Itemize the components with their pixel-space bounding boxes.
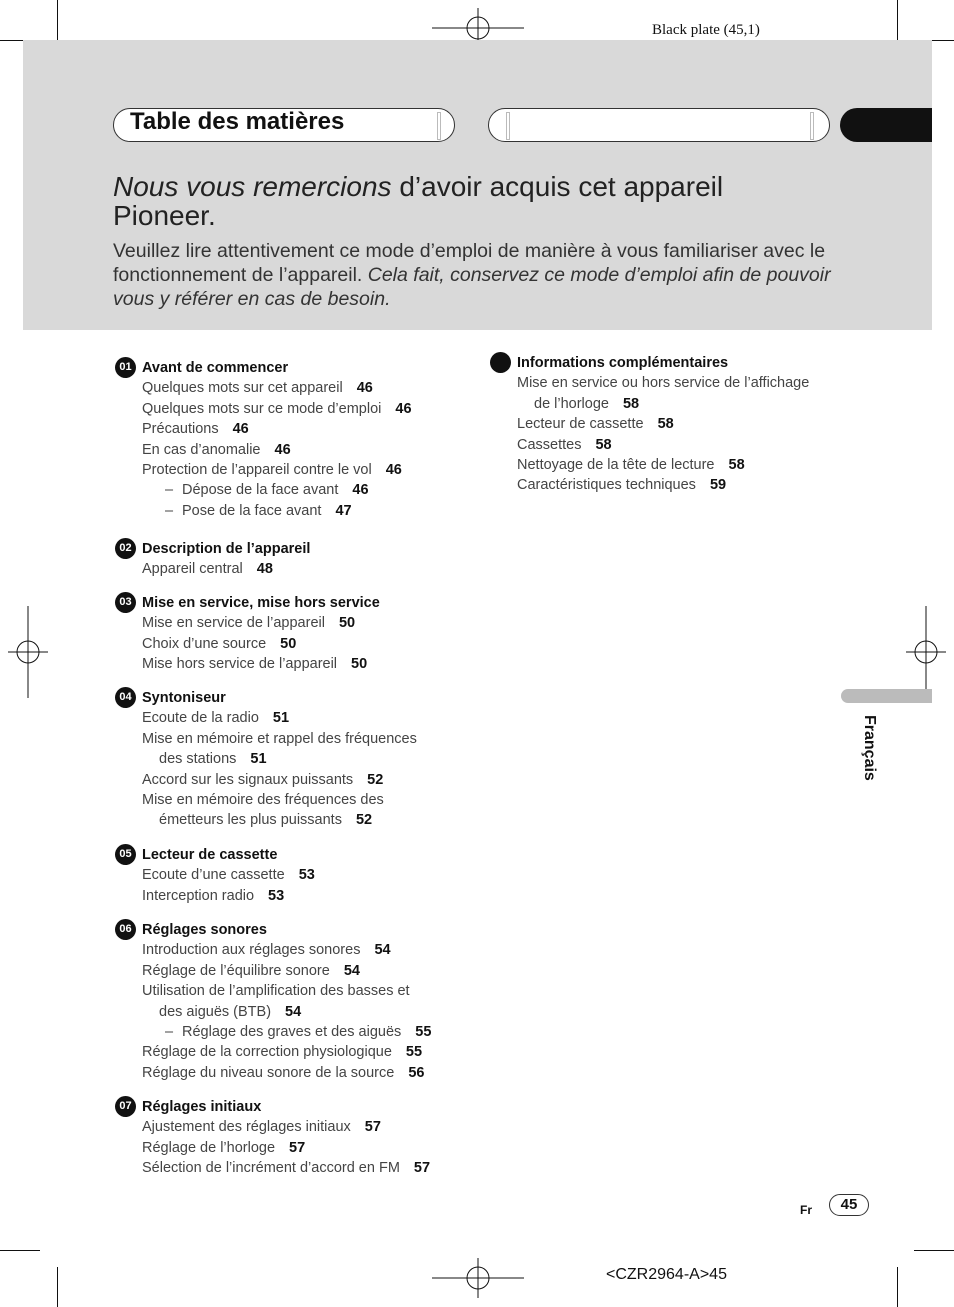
- toc-entry-text: Réglage des graves et des aiguës: [182, 1024, 402, 1041]
- section-number-badge: 05: [115, 844, 136, 865]
- language-tab: [841, 689, 932, 703]
- toc-entry[interactable]: [113, 729, 473, 749]
- toc-entry[interactable]: [113, 1158, 473, 1178]
- toc-entry-text: Mise en service de l’appareil: [142, 615, 325, 632]
- toc-entry-text: Quelques mots sur cet appareil: [142, 380, 343, 397]
- toc-page-number: 51: [272, 710, 290, 727]
- toc-entry-text: Mise hors service de l’appareil: [142, 656, 338, 673]
- toc-page-number: 46: [395, 400, 412, 417]
- toc-entry[interactable]: [113, 961, 473, 981]
- toc-entry-text: Caractéristiques techniques: [517, 477, 696, 494]
- toc-page-number: 48: [256, 561, 273, 578]
- toc-entry[interactable]: [113, 790, 473, 810]
- toc-entry[interactable]: [113, 940, 473, 960]
- toc-page-number: 46: [352, 482, 369, 499]
- toc-section: [113, 688, 473, 831]
- toc-page-number: 54: [343, 962, 360, 979]
- section-title: Réglages initiaux: [142, 1099, 262, 1115]
- toc-entry-text: Pose de la face avant: [182, 502, 322, 519]
- section-title: Syntoniseur: [142, 690, 226, 706]
- toc-entry[interactable]: [113, 654, 473, 674]
- toc-entry[interactable]: [113, 634, 473, 654]
- toc-entry-text: Quelques mots sur ce mode d’emploi: [142, 400, 382, 417]
- registration-mark-right: [906, 606, 946, 698]
- section-title: Description de l’appareil: [142, 541, 311, 557]
- toc-section-heading[interactable]: [488, 353, 848, 373]
- toc-entry[interactable]: [113, 440, 473, 460]
- toc-page-number: 47: [335, 502, 352, 519]
- toc-entry[interactable]: [113, 865, 473, 885]
- toc-page-number: 52: [355, 812, 373, 829]
- toc-page-number: 54: [374, 942, 391, 959]
- section-number-badge: 06: [115, 919, 136, 940]
- toc-entry[interactable]: [113, 1022, 473, 1042]
- toc-entry[interactable]: [488, 475, 848, 495]
- toc-entry[interactable]: [113, 501, 473, 521]
- toc-entry[interactable]: [488, 373, 848, 393]
- toc-entry-text: émetteurs les plus puissants: [159, 812, 342, 829]
- toc-section-heading[interactable]: [113, 593, 473, 613]
- toc-entry-text: Accord sur les signaux puissants: [142, 771, 354, 788]
- toc-page-number: 53: [298, 867, 315, 884]
- toc-entry-text: des stations: [159, 751, 237, 768]
- toc-section: [113, 1097, 473, 1179]
- toc-entry[interactable]: [113, 1138, 473, 1158]
- toc-page-number: 46: [356, 380, 373, 397]
- toc-entry[interactable]: [488, 455, 848, 475]
- toc-section-heading[interactable]: [113, 845, 473, 865]
- toc-entry-text: Lecteur de cassette: [517, 416, 644, 433]
- toc-entry-text: Appareil central: [142, 561, 243, 578]
- intro-body: Veuillez lire attentivement ce mode d’emploi de manière à vous familiariser avec le fonctionnement de l’appareil. Cela fait, conservez ce mode d’emploi afin de pouvoir vous y référer en cas de besoin.: [113, 240, 831, 310]
- toc-entry-text: Ecoute de la radio: [142, 710, 259, 727]
- language-label: Français: [861, 715, 878, 781]
- toc-section-heading[interactable]: [113, 539, 473, 559]
- dash-marker: –: [165, 1024, 174, 1041]
- toc-entry-text: Réglage de la correction physiologique: [142, 1044, 392, 1061]
- dash-marker: –: [165, 502, 174, 519]
- toc-section-heading[interactable]: [113, 358, 473, 378]
- toc-entry[interactable]: [113, 480, 473, 500]
- toc-page-number: 53: [268, 887, 285, 904]
- toc-entry[interactable]: [113, 1117, 473, 1137]
- toc-section: [113, 358, 473, 521]
- toc-entry-text: Réglage du niveau sonore de la source: [142, 1064, 395, 1081]
- section-title: Avant de commencer: [142, 360, 289, 376]
- section-number-badge: 04: [115, 687, 136, 708]
- toc-entry[interactable]: [113, 886, 473, 906]
- black-tab: [840, 108, 932, 142]
- toc-page-number: 46: [232, 421, 249, 438]
- toc-entry[interactable]: [113, 1063, 473, 1083]
- toc-section: [113, 845, 473, 906]
- toc-entry[interactable]: [113, 981, 473, 1001]
- toc-page-number: 57: [364, 1119, 381, 1136]
- toc-page-number: 55: [405, 1044, 423, 1061]
- section-title: Informations complémentaires: [517, 355, 729, 371]
- toc-page-number: 54: [285, 1003, 302, 1020]
- toc-page-number: 56: [408, 1064, 425, 1081]
- toc-page-number: 50: [338, 615, 356, 632]
- toc-entry-text: Protection de l’appareil contre le vol: [142, 462, 372, 479]
- toc-entry-text: Mise en service ou hors service de l’affichage: [517, 375, 810, 392]
- toc-entry-text: Nettoyage de la tête de lecture: [517, 457, 715, 474]
- plate-label: Black plate (45,1): [652, 22, 760, 38]
- toc-entry-text: des aiguës (BTB): [159, 1003, 272, 1020]
- toc-page-number: 58: [595, 436, 612, 453]
- toc-page-number: 50: [351, 656, 368, 673]
- toc-entry[interactable]: [113, 749, 473, 769]
- section-title: Lecteur de cassette: [142, 847, 278, 863]
- registration-mark-left: [8, 606, 48, 698]
- toc-page-number: 57: [289, 1139, 306, 1156]
- section-number-badge: 01: [115, 357, 136, 378]
- toc-entry-text: Interception radio: [142, 887, 255, 904]
- toc-page-number: 58: [622, 395, 640, 412]
- toc-entry[interactable]: [113, 1002, 473, 1022]
- section-number-badge: 07: [115, 1096, 136, 1117]
- toc-entry[interactable]: [113, 1042, 473, 1062]
- toc-entry[interactable]: [488, 414, 848, 434]
- toc-entry[interactable]: [488, 435, 848, 455]
- toc-entry[interactable]: [113, 708, 473, 728]
- section-title: Mise en service, mise hors service: [142, 595, 380, 611]
- footer-lang: Fr: [800, 1203, 812, 1217]
- blank-tab: [488, 108, 830, 142]
- toc-section-heading[interactable]: [113, 1097, 473, 1117]
- page-title: Table des matières: [130, 108, 345, 135]
- intro-title: Nous vous remercions d’avoir acquis cet appareil Pioneer.: [113, 171, 724, 231]
- toc-entry[interactable]: [113, 559, 473, 579]
- toc-section-heading[interactable]: [113, 920, 473, 940]
- toc-entry-text: Réglage de l’équilibre sonore: [142, 962, 330, 979]
- toc-entry-text: de l’horloge: [534, 395, 609, 412]
- section-title: Réglages sonores: [142, 922, 267, 938]
- toc-entry[interactable]: [113, 613, 473, 633]
- toc-entry-text: Mise en mémoire des fréquences des: [142, 792, 384, 809]
- toc-page-number: 52: [367, 771, 384, 788]
- toc-entry-text: Introduction aux réglages sonores: [142, 942, 361, 959]
- section-number-badge: 03: [115, 592, 136, 613]
- toc-entry-text: Utilisation de l’amplification des basses et: [142, 983, 410, 1000]
- toc-page-number: 58: [728, 457, 745, 474]
- document-code: <CZR2964-A>45: [606, 1266, 727, 1283]
- toc-page-number: 46: [274, 441, 291, 458]
- toc-page-number: 51: [250, 751, 267, 768]
- toc-entry[interactable]: [113, 378, 473, 398]
- toc-page-number: 46: [385, 462, 402, 479]
- toc-section: [113, 920, 473, 1083]
- toc-entry-text: Ajustement des réglages initiaux: [142, 1119, 351, 1136]
- toc-page-number: 55: [415, 1024, 432, 1041]
- toc-page-number: 58: [657, 416, 674, 433]
- toc-section: [113, 593, 473, 675]
- toc-entry-text: Mise en mémoire et rappel des fréquences: [142, 730, 417, 747]
- toc-page-number: 59: [709, 477, 727, 494]
- toc-entry-text: Sélection de l’incrément d’accord en FM: [142, 1160, 400, 1177]
- toc-entry-text: Choix d’une source: [142, 635, 267, 652]
- toc-entry-text: Dépose de la face avant: [182, 482, 339, 499]
- toc-entry[interactable]: [113, 399, 473, 419]
- page-number: 45: [829, 1194, 869, 1216]
- toc-entry[interactable]: [113, 419, 473, 439]
- registration-mark-bottom: [432, 1258, 524, 1298]
- toc-entry-text: Cassettes: [517, 436, 582, 453]
- section-number-badge: [490, 352, 511, 373]
- dash-marker: –: [165, 482, 174, 499]
- section-number-badge: 02: [115, 538, 136, 559]
- toc-entry[interactable]: [113, 460, 473, 480]
- toc-entry-text: Ecoute d’une cassette: [142, 867, 285, 884]
- toc-section-heading[interactable]: [113, 688, 473, 708]
- toc-page-number: 57: [413, 1160, 431, 1177]
- toc-section: [488, 353, 848, 496]
- toc-page-number: 50: [280, 635, 297, 652]
- toc-entry[interactable]: [113, 810, 473, 830]
- toc-entry-text: Réglage de l’horloge: [142, 1139, 276, 1156]
- toc-entry-text: Précautions: [142, 421, 219, 438]
- toc-entry[interactable]: [488, 394, 848, 414]
- toc-entry-text: En cas d’anomalie: [142, 441, 261, 458]
- toc-section: [113, 539, 473, 580]
- toc-entry[interactable]: [113, 770, 473, 790]
